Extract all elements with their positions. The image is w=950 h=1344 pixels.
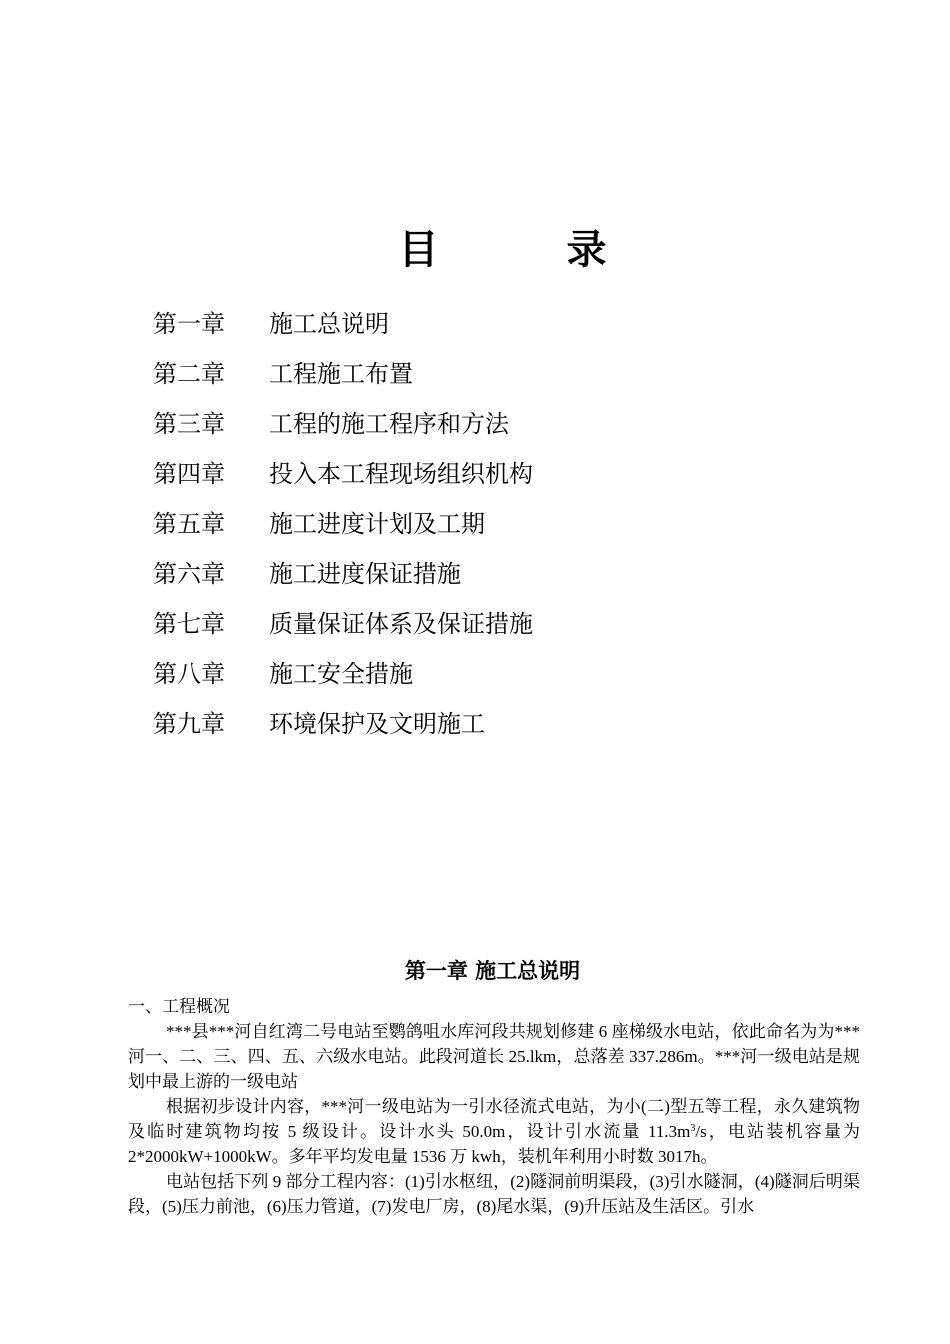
paragraph-design	[128, 1094, 860, 1169]
toc-chapter-title: 施工进度保证措施	[269, 560, 461, 588]
toc-chapter-number: 第九章	[153, 710, 225, 738]
toc-chapter-title: 质量保证体系及保证措施	[269, 610, 533, 638]
toc-item-6[interactable]	[153, 552, 533, 602]
toc-chapter-title: 施工安全措施	[269, 660, 413, 688]
toc-chapter-number: 第五章	[153, 510, 225, 538]
toc-item-1[interactable]	[153, 302, 533, 352]
toc-chapter-number: 第六章	[153, 560, 225, 588]
toc-item-2[interactable]	[153, 352, 533, 402]
section-heading: 一、工程概况	[128, 997, 230, 1016]
toc-title	[0, 222, 950, 278]
toc-title-char-2: 录	[566, 227, 607, 273]
toc-chapter-title: 施工进度计划及工期	[269, 510, 485, 538]
toc-chapter-number: 第七章	[153, 610, 225, 638]
paragraph-components: 电站包括下列 9 部分工程内容：(1)引水枢纽，(2)隧洞前明渠段，(3)引水隧洞，(4)隧洞后明渠段，(5)压力前池，(6)压力管道，(7)发电厂房，(8)尾水渠，(9)升压站及生活区。引水	[128, 1172, 860, 1216]
toc-list	[153, 302, 533, 752]
toc-chapter-title: 投入本工程现场组织机构	[269, 460, 533, 488]
paragraph-design-text-1: 根据初步设计内容，***河一级电站为一引水径流式电站，为小(二)型五等工程，永久建筑物及临时建筑物均按 5 级设计。设计水头 50.0m，设计引水流量 11.3m	[128, 1097, 860, 1141]
paragraph-design-text-2: /s，电站装机容量为 2*2000kW+1000kW。多年平均发电量 1536 万 kwh，装机年利用小时数 3017h。	[128, 1122, 860, 1166]
toc-chapter-number: 第四章	[153, 460, 225, 488]
toc-chapter-title: 工程的施工程序和方法	[269, 410, 509, 438]
toc-chapter-title: 环境保护及文明施工	[269, 710, 485, 738]
paragraph-overview: ***县***河自红湾二号电站至鹦鸽咀水库河段共规划修建 6 座梯级水电站，依此命名为为***河一、二、三、四、五、六级水电站。此段河道长 25.lkm，总落差 337.286m。***河一级电站是规划中最上游的一级电站	[128, 1022, 860, 1091]
toc-chapter-title: 工程施工布置	[269, 360, 413, 388]
toc-item-8[interactable]	[153, 652, 533, 702]
chapter-body	[128, 994, 860, 1219]
toc-chapter-number: 第八章	[153, 660, 225, 688]
toc-item-5[interactable]	[153, 502, 533, 552]
superscript-3: 3	[690, 1123, 696, 1134]
toc-item-3[interactable]	[153, 402, 533, 452]
toc-chapter-number: 第一章	[153, 310, 225, 338]
toc-title-char-1: 目	[398, 227, 439, 273]
toc-item-7[interactable]	[153, 602, 533, 652]
toc-item-4[interactable]	[153, 452, 533, 502]
toc-chapter-title: 施工总说明	[269, 310, 389, 338]
toc-item-9[interactable]	[153, 702, 533, 752]
chapter-heading: 第一章 施工总说明	[404, 959, 581, 983]
toc-chapter-number: 第三章	[153, 410, 225, 438]
toc-chapter-number: 第二章	[153, 360, 225, 388]
